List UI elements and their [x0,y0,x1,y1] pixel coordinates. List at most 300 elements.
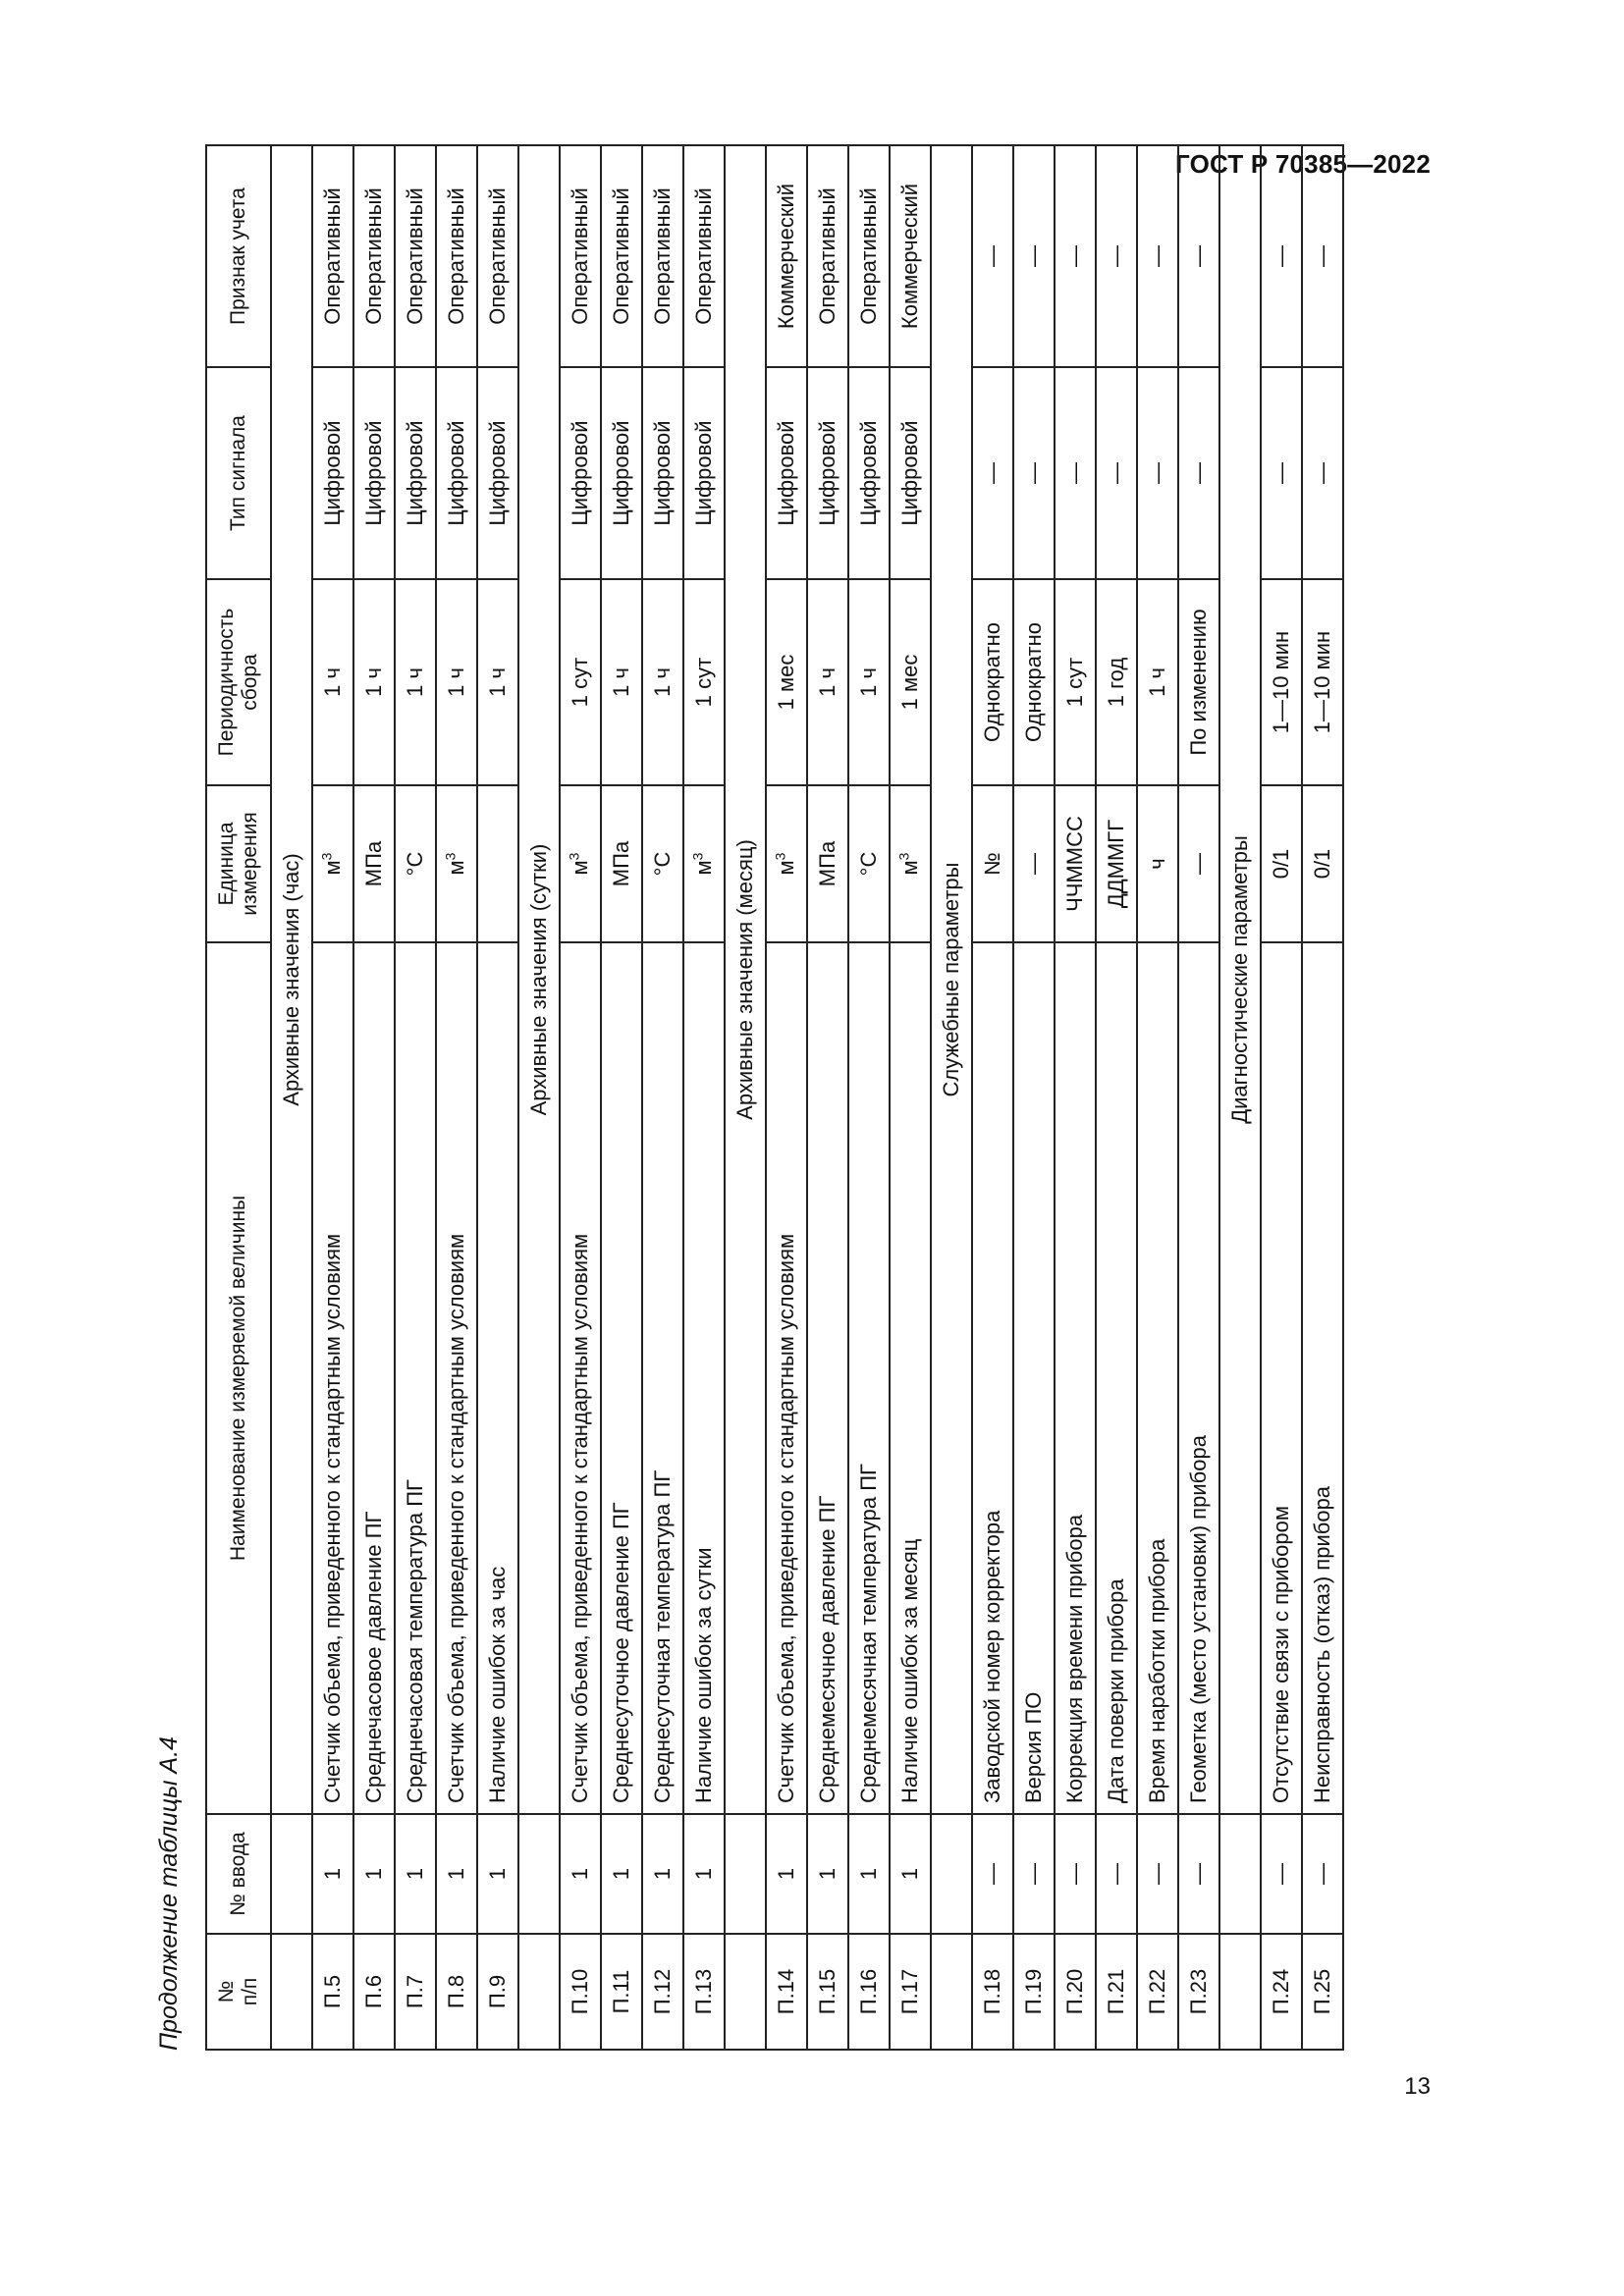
cell-unit-text: °С [403,851,427,877]
cell-name-text: Коррекция времени прибора [1062,1514,1087,1803]
cell-period-text: 1 мес [897,654,922,711]
section-empty-cell [931,1814,972,1934]
cell-signal [848,367,890,579]
cell-number-text: П.18 [980,1968,1004,2015]
cell-unit-text: ДДММГГ [1104,819,1128,909]
cell-period [848,579,890,785]
table-row [848,145,890,2050]
cell-unit [560,785,601,942]
cell-sign [436,145,477,367]
table-row [353,145,395,2050]
cell-sign-text: Оперативный [691,187,716,325]
col-header-input: № ввода [206,1814,271,1934]
cell-signal [312,367,353,579]
cell-period-text: 1 сут [568,657,592,708]
cell-input [477,1814,518,1934]
cell-period [1302,579,1343,785]
cell-name [312,942,353,1814]
cell-name-text: Среднесуточная температура ПГ [650,1469,675,1803]
cell-signal-text: Цифровой [444,420,468,526]
cell-sign [1137,145,1178,367]
cell-unit [766,785,807,942]
cell-input-text: 1 [856,1867,881,1881]
cell-sign [1261,145,1302,367]
cell-sign [312,145,353,367]
cell-signal-text: — [1310,462,1334,484]
cell-unit [312,785,353,942]
cell-signal [1302,367,1343,579]
cell-sign-text: Оперативный [815,187,839,325]
cell-sign-text: Оперативный [361,187,386,325]
cell-number [683,1934,725,2050]
cell-name [848,942,890,1814]
cell-unit [436,785,477,942]
section-empty-cell [725,1814,766,1934]
cell-period [766,579,807,785]
cell-input-text: 1 [650,1867,675,1881]
cell-signal-text: — [980,462,1004,484]
cell-sign-text: Оперативный [609,187,633,325]
cell-input [560,1814,601,1934]
cell-unit [890,785,931,942]
cell-number [890,1934,931,2050]
cell-period-text: 1 ч [856,667,881,697]
cell-signal-text: Цифровой [650,420,675,526]
cell-name-text: Время наработки прибора [1145,1538,1169,1803]
cell-signal [683,367,725,579]
cell-name [1096,942,1137,1814]
cell-name [560,942,601,1814]
cell-unit [848,785,890,942]
cell-number [560,1934,601,2050]
cell-period [436,579,477,785]
cell-name [1178,942,1219,1814]
cell-name-text: Среднесуточное давление ПГ [609,1502,633,1803]
cell-unit [1137,785,1178,942]
cell-input [436,1814,477,1934]
cell-period-text: 1 мес [774,654,798,711]
table-row [642,145,683,2050]
cell-number-text: П.11 [609,1969,633,2014]
section-title: Архивные значения (сутки) [518,145,560,1814]
cell-name-text: Неисправность (отказ) прибора [1310,1485,1334,1803]
section-title: Архивные значения (месяц) [725,145,766,1814]
cell-name [1013,942,1055,1814]
cell-period [601,579,642,785]
cell-name [1302,942,1343,1814]
cell-period [642,579,683,785]
cell-signal-text: Цифровой [485,420,510,526]
cell-unit [1261,785,1302,942]
table-row [807,145,848,2050]
section-empty-cell [1219,1814,1261,1934]
cell-input-text: — [1021,1863,1046,1885]
cell-sign [601,145,642,367]
cell-sign [890,145,931,367]
cell-input-text: — [1269,1863,1293,1885]
section-empty-cell [1219,1934,1261,2050]
table-row [1302,145,1343,2050]
cell-unit [601,785,642,942]
cell-number-text: П.24 [1269,1968,1293,2015]
unit-exponent: 3 [772,852,788,861]
cell-input-text: 1 [361,1867,386,1881]
cell-period [560,579,601,785]
section-row [1219,145,1261,2050]
col-header-unit: Единица измерения [206,785,271,942]
cell-number [1096,1934,1137,2050]
section-empty-cell [931,1934,972,2050]
cell-period-text: По изменению [1186,609,1211,756]
cell-name [1055,942,1096,1814]
table-row [766,145,807,2050]
cell-name-text: Наличие ошибок за сутки [691,1547,716,1803]
cell-period-text: Однократно [1021,622,1046,742]
cell-signal [1055,367,1096,579]
cell-signal-text: Цифровой [691,420,716,526]
cell-input-text: 1 [815,1867,839,1881]
cell-number-text: П.22 [1145,1968,1169,2015]
unit-exponent: 3 [566,852,582,861]
cell-number-text: П.6 [361,1974,386,2009]
cell-signal [436,367,477,579]
cell-number [1137,1934,1178,2050]
cell-period-text: 1 ч [650,667,675,697]
cell-signal [807,367,848,579]
cell-name-text: Отсутствие связи с прибором [1269,1506,1293,1803]
cell-unit [1302,785,1343,942]
cell-number-text: П.5 [320,1974,345,2009]
cell-period-text: 1 ч [485,667,510,697]
cell-signal-text: Цифровой [361,420,386,526]
cell-unit-text: ч [1145,858,1169,870]
cell-signal-text: Цифровой [774,420,798,526]
cell-name [1137,942,1178,1814]
section-title: Диагностические параметры [1219,145,1261,1814]
cell-name [642,942,683,1814]
cell-period [683,579,725,785]
unit-exponent: 3 [442,852,459,861]
cell-sign [683,145,725,367]
cell-unit [642,785,683,942]
cell-signal-text: — [1104,462,1128,484]
cell-input [848,1814,890,1934]
cell-signal [353,367,395,579]
table-row [683,145,725,2050]
cell-name [766,942,807,1814]
cell-unit [807,785,848,942]
cell-name-text: Геометка (место установки) прибора [1186,1435,1211,1803]
section-row [518,145,560,2050]
cell-sign-text: Оперативный [320,187,345,325]
section-row [725,145,766,2050]
cell-period-text: 1 ч [609,667,633,697]
cell-input-text: — [1104,1863,1128,1885]
cell-number-text: П.17 [897,1968,922,2015]
cell-sign [353,145,395,367]
cell-signal [395,367,436,579]
cell-input-text: 1 [485,1867,510,1881]
cell-sign [1096,145,1137,367]
table-row [890,145,931,2050]
cell-sign-text: — [1104,245,1128,267]
cell-name-text: Среднечасовая температура ПГ [403,1479,427,1803]
cell-unit [972,785,1013,942]
cell-input [807,1814,848,1934]
section-empty-cell [518,1934,560,2050]
cell-period [1261,579,1302,785]
cell-sign-text: Оперативный [856,187,881,325]
cell-unit [353,785,395,942]
cell-number-text: П.12 [650,1968,675,2015]
cell-number [972,1934,1013,2050]
cell-period-text: 1 сут [1062,657,1087,708]
cell-period [477,579,518,785]
table-row [1096,145,1137,2050]
cell-period [312,579,353,785]
cell-number [601,1934,642,2050]
cell-input [1096,1814,1137,1934]
cell-name-text: Среднечасовое давление ПГ [361,1511,386,1803]
cell-name [436,942,477,1814]
cell-sign [560,145,601,367]
section-row [271,145,312,2050]
cell-number-text: П.14 [774,1968,798,2015]
cell-sign-text: — [1310,245,1334,267]
document-code: ГОСТ Р 70385—2022 [1175,149,1431,179]
cell-name [890,942,931,1814]
cell-unit [477,785,518,942]
cell-period [1013,579,1055,785]
cell-period-text: 1 ч [361,667,386,697]
section-title: Служебные параметры [931,145,972,1814]
cell-number-text: П.23 [1186,1968,1211,2015]
table-row [1013,145,1055,2050]
cell-input [683,1814,725,1934]
table-caption: Продолжение таблицы А.4 [155,1736,183,2051]
cell-input-text: 1 [774,1867,798,1881]
unit-exponent: 3 [689,852,706,861]
cell-input [312,1814,353,1934]
cell-period [972,579,1013,785]
cell-name-text: Заводской номер корректора [980,1510,1004,1803]
cell-input-text: 1 [897,1867,922,1881]
cell-unit-text: м [320,860,345,876]
unit-exponent: 3 [895,852,912,861]
cell-unit-text: — [1186,853,1211,875]
cell-unit-text: °С [650,851,675,877]
cell-name-text: Версия ПО [1021,1691,1046,1803]
cell-signal [972,367,1013,579]
cell-sign [642,145,683,367]
cell-unit-text: МПа [815,840,839,887]
cell-sign-text: Оперативный [403,187,427,325]
cell-signal-text: — [1269,462,1293,484]
cell-input-text: 1 [320,1867,345,1881]
table-row [436,145,477,2050]
cell-sign [807,145,848,367]
cell-sign-text: Оперативный [444,187,468,325]
cell-input [1055,1814,1096,1934]
cell-sign [1013,145,1055,367]
cell-signal [560,367,601,579]
cell-input-text: — [1186,1863,1211,1885]
cell-name-text: Среднемесячная температура ПГ [856,1464,881,1803]
section-empty-cell [518,1814,560,1934]
cell-unit-text: 0/1 [1269,848,1293,880]
cell-period-text: 1 год [1104,657,1128,708]
cell-name [1261,942,1302,1814]
cell-sign [1302,145,1343,367]
cell-number [477,1934,518,2050]
cell-number [1013,1934,1055,2050]
cell-input [642,1814,683,1934]
cell-period [807,579,848,785]
cell-period-text: 1—10 мин [1310,630,1334,734]
col-header-name: Наименование измеряемой величины [206,942,271,1814]
col-header-signal: Тип сигнала [206,367,271,579]
cell-sign-text: Оперативный [485,187,510,325]
cell-sign-text: — [1269,245,1293,267]
cell-unit-text: № [980,852,1004,876]
cell-signal [890,367,931,579]
table-row [312,145,353,2050]
cell-input [1302,1814,1343,1934]
cell-sign-text: Оперативный [650,187,675,325]
cell-signal [642,367,683,579]
cell-number-text: П.15 [815,1968,839,2015]
cell-sign-text: Коммерческий [897,183,922,330]
table-row [972,145,1013,2050]
cell-input [1178,1814,1219,1934]
cell-period [353,579,395,785]
table-row [560,145,601,2050]
cell-period-text: 1 ч [444,667,468,697]
cell-unit-text: МПа [609,840,633,887]
cell-name [353,942,395,1814]
cell-unit-text: м [444,860,468,876]
cell-signal [1178,367,1219,579]
cell-name [807,942,848,1814]
cell-period [1178,579,1219,785]
cell-period-text: 1 сут [691,657,716,708]
cell-unit-text: ЧЧММСС [1062,816,1087,912]
cell-input-text: — [1145,1863,1169,1885]
col-header-sign: Признак учета [206,145,271,367]
cell-signal [1137,367,1178,579]
cell-sign-text: — [1186,245,1211,267]
cell-name-text: Счетчик объема, приведенного к стандартным условиям [444,1233,468,1803]
cell-number-text: П.13 [691,1968,716,2015]
cell-number [1178,1934,1219,2050]
cell-unit [1013,785,1055,942]
cell-signal-text: Цифровой [568,420,592,526]
cell-name-text: Среднемесячное давление ПГ [815,1495,839,1803]
cell-sign [395,145,436,367]
cell-number-text: П.20 [1062,1968,1087,2015]
cell-period-text: Однократно [980,622,1004,742]
cell-period [395,579,436,785]
cell-number [395,1934,436,2050]
cell-input-text: — [1062,1863,1087,1885]
table-row [1261,145,1302,2050]
cell-signal-text: Цифровой [320,420,345,526]
cell-number [1055,1934,1096,2050]
cell-input-text: 1 [609,1867,633,1881]
cell-name [683,942,725,1814]
cell-sign [766,145,807,367]
cell-input [353,1814,395,1934]
cell-signal-text: Цифровой [897,420,922,526]
table-row [395,145,436,2050]
table-row [1055,145,1096,2050]
cell-signal-text: Цифровой [856,420,881,526]
cell-name [601,942,642,1814]
cell-signal [601,367,642,579]
cell-signal-text: — [1186,462,1211,484]
cell-unit-text: м [897,860,922,876]
cell-number [807,1934,848,2050]
section-row [931,145,972,2050]
cell-signal-text: — [1145,462,1169,484]
cell-number [436,1934,477,2050]
cell-number-text: П.8 [444,1974,468,2009]
cell-number-text: П.19 [1021,1968,1046,2015]
cell-input-text: 1 [444,1867,468,1881]
cell-input [972,1814,1013,1934]
parameters-table [205,144,1344,2051]
cell-number-text: П.16 [856,1968,881,2015]
cell-number-text: П.9 [485,1974,510,2009]
section-empty-cell [725,1934,766,2050]
cell-sign-text: Коммерческий [774,183,798,330]
cell-input [395,1814,436,1934]
section-title: Архивные значения (час) [271,145,312,1814]
cell-signal [477,367,518,579]
cell-sign [972,145,1013,367]
cell-signal-text: Цифровой [403,420,427,526]
cell-input-text: 1 [568,1867,592,1881]
cell-signal [1013,367,1055,579]
section-empty-cell [271,1934,312,2050]
unit-exponent: 3 [318,852,335,861]
cell-unit-text: м [568,860,592,876]
rotated-table-block [154,146,1431,2051]
cell-input [601,1814,642,1934]
cell-name-text: Счетчик объема, приведенного к стандартным условиям [568,1233,592,1803]
cell-unit-text: 0/1 [1310,848,1334,880]
table-row [601,145,642,2050]
cell-sign-text: — [1062,245,1087,267]
cell-signal-text: Цифровой [609,420,633,526]
cell-signal [1096,367,1137,579]
section-empty-cell [271,1814,312,1934]
cell-signal-text: — [1062,462,1087,484]
cell-sign [477,145,518,367]
cell-input-text: — [1310,1863,1334,1885]
cell-unit-text: МПа [361,840,386,887]
cell-input [766,1814,807,1934]
cell-unit [1178,785,1219,942]
cell-number-text: П.7 [403,1974,427,2009]
cell-sign-text: Оперативный [568,187,592,325]
col-header-number: № п/п [206,1934,271,2050]
cell-name [395,942,436,1814]
cell-input-text: 1 [691,1867,716,1881]
table-row [1137,145,1178,2050]
cell-period-text: 1 ч [815,667,839,697]
table-row [1178,145,1219,2050]
